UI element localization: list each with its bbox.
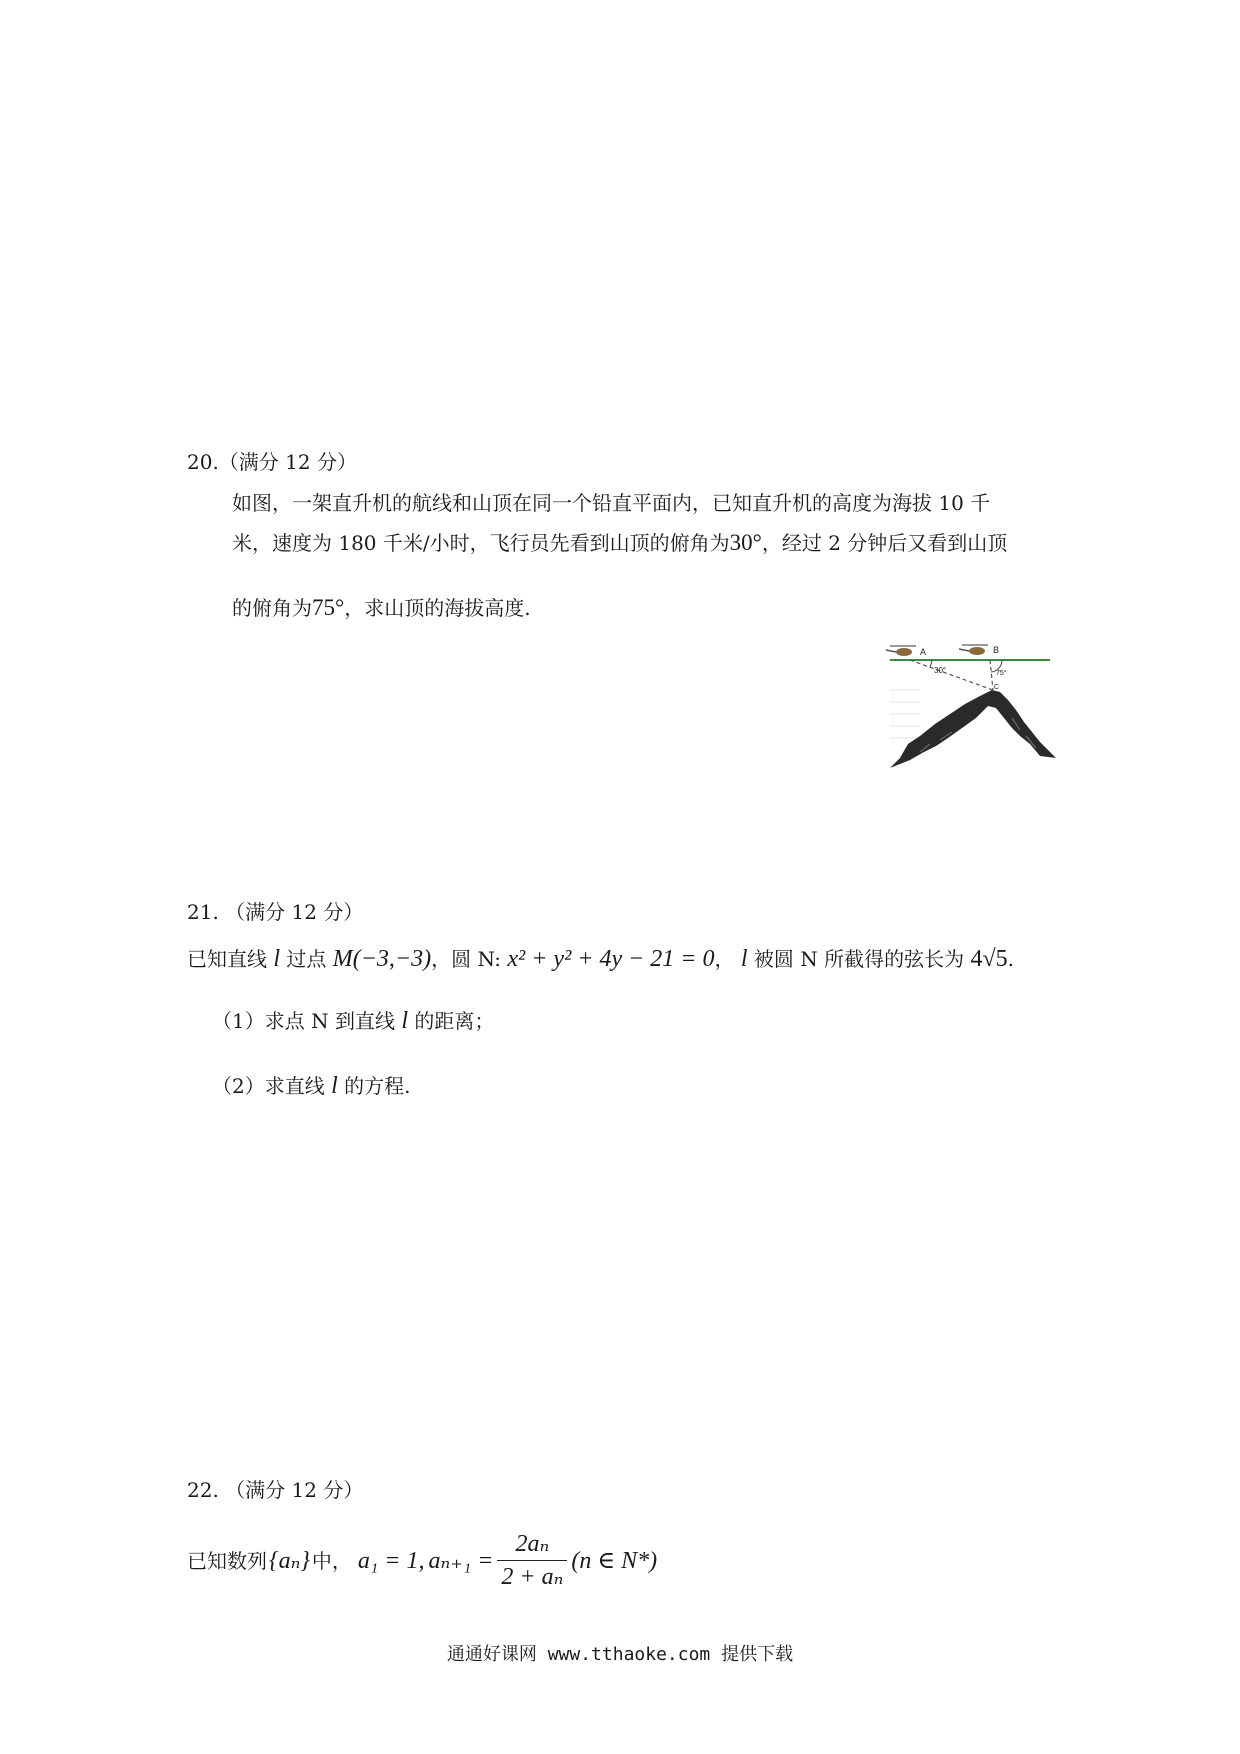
q21-stmt-c: ，圆 N: [431,947,502,971]
q20-header: 20.（满分 12 分） [187,450,357,474]
q21-part2-var-l: l [331,1073,338,1099]
q22-header: 22. （满分 12 分） [187,1478,364,1502]
q21-part1-text-b: 的距离； [414,1009,495,1033]
q21-stmt-f: . [1007,947,1015,971]
q21-part1-var-l: l [401,1008,408,1034]
q20-line3-text-a: 的俯角为 [232,596,312,620]
q21-header: 21. （满分 12 分） [187,900,364,924]
q20-line2-text-a: 米，速度为 180 千米/小时，飞行员先看到山顶的俯角为 [232,531,730,555]
q21-point-m: M(−3,−3) [332,946,432,972]
q22-fraction-numerator: 2aₙ [497,1530,567,1561]
q20-line1: 如图，一架直升机的航线和山顶在同一个铅直平面内，已知直升机的高度为海拔 10 千 [232,491,991,515]
q20-figure [880,640,1060,775]
q22-fraction-denominator: 2 + aₙ [501,1564,564,1590]
q21-part1-text-a: （1）求点 N 到直线 [212,1009,395,1033]
helicopter-a-icon [886,646,916,656]
q20-angle-30: 30° [729,530,762,555]
q21-statement [187,945,1014,973]
q20-line2 [232,529,1007,557]
angle-arc-a [930,660,932,667]
q22-recurrence-lhs: aₙ₊₁ = [428,1547,494,1574]
q20-line3 [232,594,531,622]
helicopter-b-icon [959,645,988,655]
figure-background-lines [890,690,920,738]
sight-line-a [910,660,993,690]
q21-stmt-a: 已知直线 [187,947,267,971]
figure-angle-a: 30° [934,666,947,675]
sight-line-b [990,660,993,690]
q22-condition: (n ∈ N*) [571,1547,658,1574]
q21-part2-text-b: 的方程. [344,1074,411,1098]
q21-stmt-d: ， [714,947,735,971]
q21-part1 [212,1007,494,1035]
page-footer: 通通好课网 www.tthaoke.com 提供下载 [446,1644,794,1665]
q22-statement [187,1530,657,1591]
figure-angle-b: 75° [996,670,1007,677]
q22-fraction [497,1530,567,1591]
figure-label-b: B [993,645,1000,655]
q20-line2-text-b: ，经过 2 分钟后又看到山顶 [761,531,1008,555]
q22-sequence: {aₙ} [269,1547,310,1574]
q22-initial-term: a₁ = 1, [357,1547,425,1574]
q21-chord-length: 4√5 [970,946,1008,972]
figure-label-c: C [994,684,1000,691]
q22-stmt-a: 已知数列 [187,1548,267,1573]
q21-stmt-e: 被圆 N 所截得的弦长为 [753,947,965,971]
q21-circle-equation: x² + y² + 4y − 21 = 0 [507,946,715,972]
q21-stmt-b: 过点 [286,947,327,971]
q21-var-l: l [273,946,281,972]
q20-line3-text-b: ，求山顶的海拔高度. [344,596,531,620]
figure-label-a: A [920,647,927,657]
q21-part2-text-a: （2）求直线 [212,1074,325,1098]
q21-var-l-2: l [740,946,748,972]
q22-stmt-b: 中， [311,1548,352,1573]
q20-angle-75: 75° [312,595,345,620]
q21-part2 [212,1072,410,1100]
